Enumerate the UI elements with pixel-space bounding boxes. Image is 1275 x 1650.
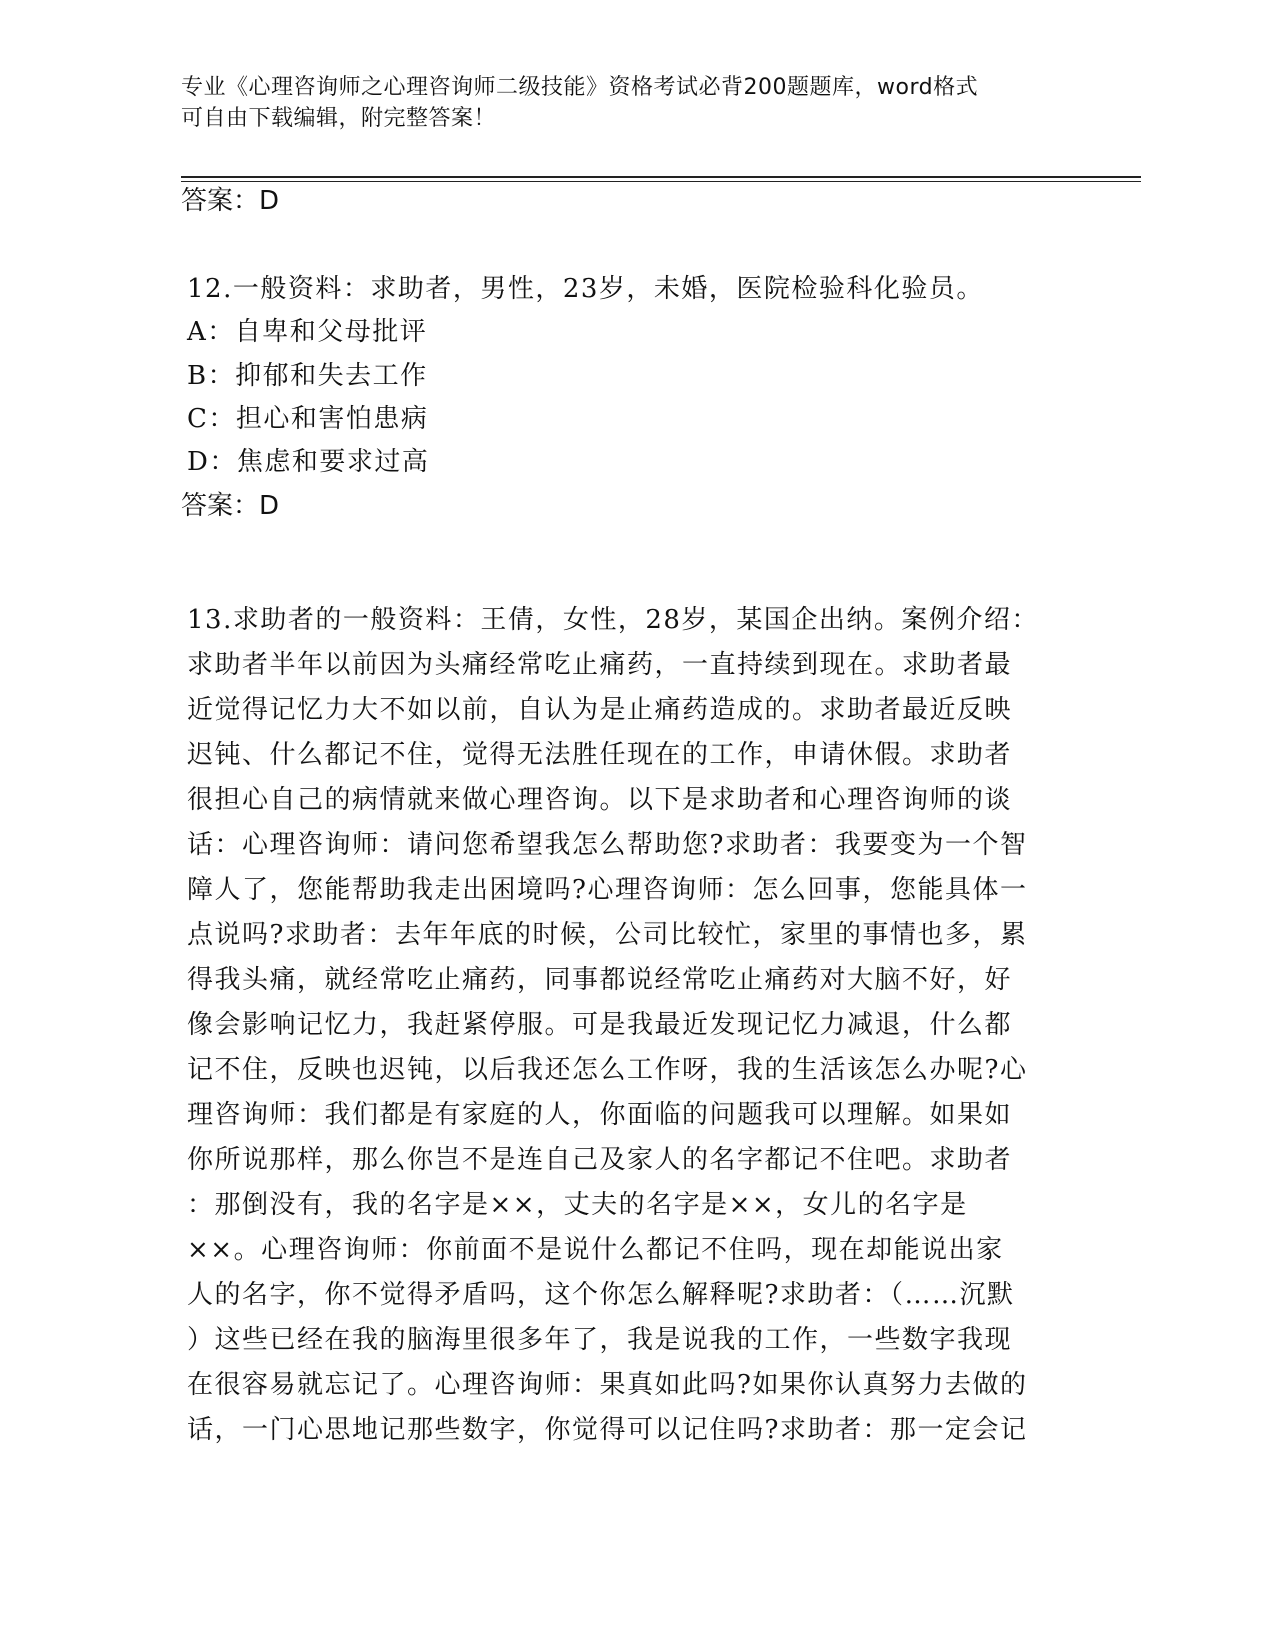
q13-line: 点说吗?求助者：去年年底的时候，公司比较忙，家里的事情也多，累 [187,920,1028,950]
q13-line: 迟钝、什么都记不住，觉得无法胜任现在的工作，申请休假。求助者 [187,740,1013,770]
q13-line: 人的名字，你不觉得矛盾吗，这个你怎么解释呢?求助者：（……沉默 [187,1280,1015,1310]
header-line-1: 专业《心理咨询师之心理咨询师二级技能》资格考试必背200题题库，word格式 [181,75,979,100]
q13-line: 话，一门心思地记那些数字，你觉得可以记住吗?求助者：那一定会记 [187,1415,1028,1445]
header-rule-thin [181,181,1141,182]
q13-line: 话：心理咨询师：请问您希望我怎么帮助您?求助者：我要变为一个智 [187,830,1028,860]
q12-option-a: A：自卑和父母批评 [187,317,428,347]
q13-line: 在很容易就忘记了。心理咨询师：果真如此吗?如果你认真努力去做的 [187,1370,1028,1400]
q13-line: ）这些已经在我的脑海里很多年了，我是说我的工作，一些数字我现 [187,1325,1013,1355]
q13-line: 你所说那样，那么你岂不是连自己及家人的名字都记不住吧。求助者 [187,1145,1013,1175]
q12-option-c: C：担心和害怕患病 [187,404,429,434]
q12-option-d: D：焦虑和要求过高 [187,447,430,477]
header-line-2: 可自由下载编辑，附完整答案！ [181,106,497,131]
q13-line: 记不住，反映也迟钝，以后我还怎么工作呀，我的生活该怎么办呢?心 [187,1055,1028,1085]
answer-q12: 答案：D [181,491,280,521]
q13-line: 障人了，您能帮助我走出困境吗?心理咨询师：怎么回事，您能具体一 [187,875,1028,905]
q13-line: 求助者半年以前因为头痛经常吃止痛药，一直持续到现在。求助者最 [187,650,1013,680]
document-header [181,72,1061,134]
q13-line: 像会影响记忆力，我赶紧停服。可是我最近发现记忆力减退，什么都 [187,1010,1013,1040]
q13-line: 得我头痛，就经常吃止痛药，同事都说经常吃止痛药对大脑不好，好 [187,965,1013,995]
q12-stem: 12.一般资料：求助者，男性，23岁，未婚，医院检验科化验员。 [187,274,984,304]
header-rule-thick [181,176,1141,178]
answer-q11: 答案：D [181,186,280,216]
q13-line: ：那倒没有，我的名字是××，丈夫的名字是××，女儿的名字是 [187,1190,968,1220]
q12-option-b: B：抑郁和失去工作 [187,361,428,391]
q13-line: 理咨询师：我们都是有家庭的人，你面临的问题我可以理解。如果如 [187,1100,1013,1130]
q13-line: 很担心自己的病情就来做心理咨询。以下是求助者和心理咨询师的谈 [187,785,1013,815]
q13-paragraph [187,598,1067,1453]
q13-line: 13.求助者的一般资料：王倩，女性，28岁，某国企出纳。案例介绍： [187,605,1039,635]
q13-line: 近觉得记忆力大不如以前，自认为是止痛药造成的。求助者最近反映 [187,695,1013,725]
q13-line: ××。心理咨询师：你前面不是说什么都记不住吗，现在却能说出家 [187,1235,1004,1265]
